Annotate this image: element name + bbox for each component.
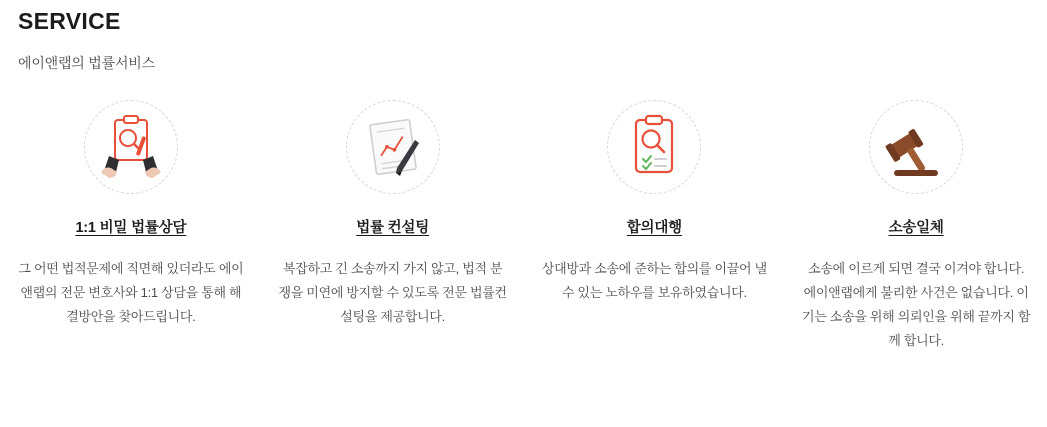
clipboard-magnifier-checklist-icon <box>607 100 701 194</box>
page-title: SERVICE <box>18 8 121 34</box>
service-card-description: 그 어떤 법적문제에 직면해 있더라도 에이앤랩의 전문 변호사와 1:1 상담을 통해 해결방안을 찾아드립니다. <box>18 261 244 325</box>
hands-holding-clipboard-magnifier-icon <box>84 100 178 194</box>
service-card-litigation[interactable] <box>785 100 1047 353</box>
service-card-description: 소송에 이르게 되면 결국 이겨야 합니다. 에이앤랩에게 불리한 사건은 없습니다. 이기는 소송을 위해 의뢰인을 위해 끝까지 함께 합니다. <box>801 261 1031 349</box>
service-card-settlement-agency[interactable] <box>524 100 786 353</box>
service-card-title[interactable]: 소송일체 <box>888 220 944 236</box>
service-card-description: 복잡하고 긴 소송까지 가지 않고, 법적 분쟁을 미연에 방지할 수 있도록 전문 법률컨설팅을 제공합니다. <box>278 261 507 325</box>
page-subtitle: 에이앤랩의 법률서비스 <box>18 55 155 71</box>
document-chart-pen-icon <box>346 100 440 194</box>
gavel-icon <box>869 100 963 194</box>
service-card-legal-consultation[interactable] <box>0 100 262 353</box>
service-card-description: 상대방과 소송에 준하는 합의를 이끌어 낼 수 있는 노하우를 보유하였습니다. <box>541 261 767 301</box>
service-card-title[interactable]: 1:1 비밀 법률상담 <box>75 220 187 236</box>
service-card-title[interactable]: 법률 컨설팅 <box>356 220 430 236</box>
service-card-legal-consulting[interactable] <box>262 100 524 353</box>
service-card-list <box>0 100 1047 353</box>
service-card-title[interactable]: 합의대행 <box>626 220 682 236</box>
